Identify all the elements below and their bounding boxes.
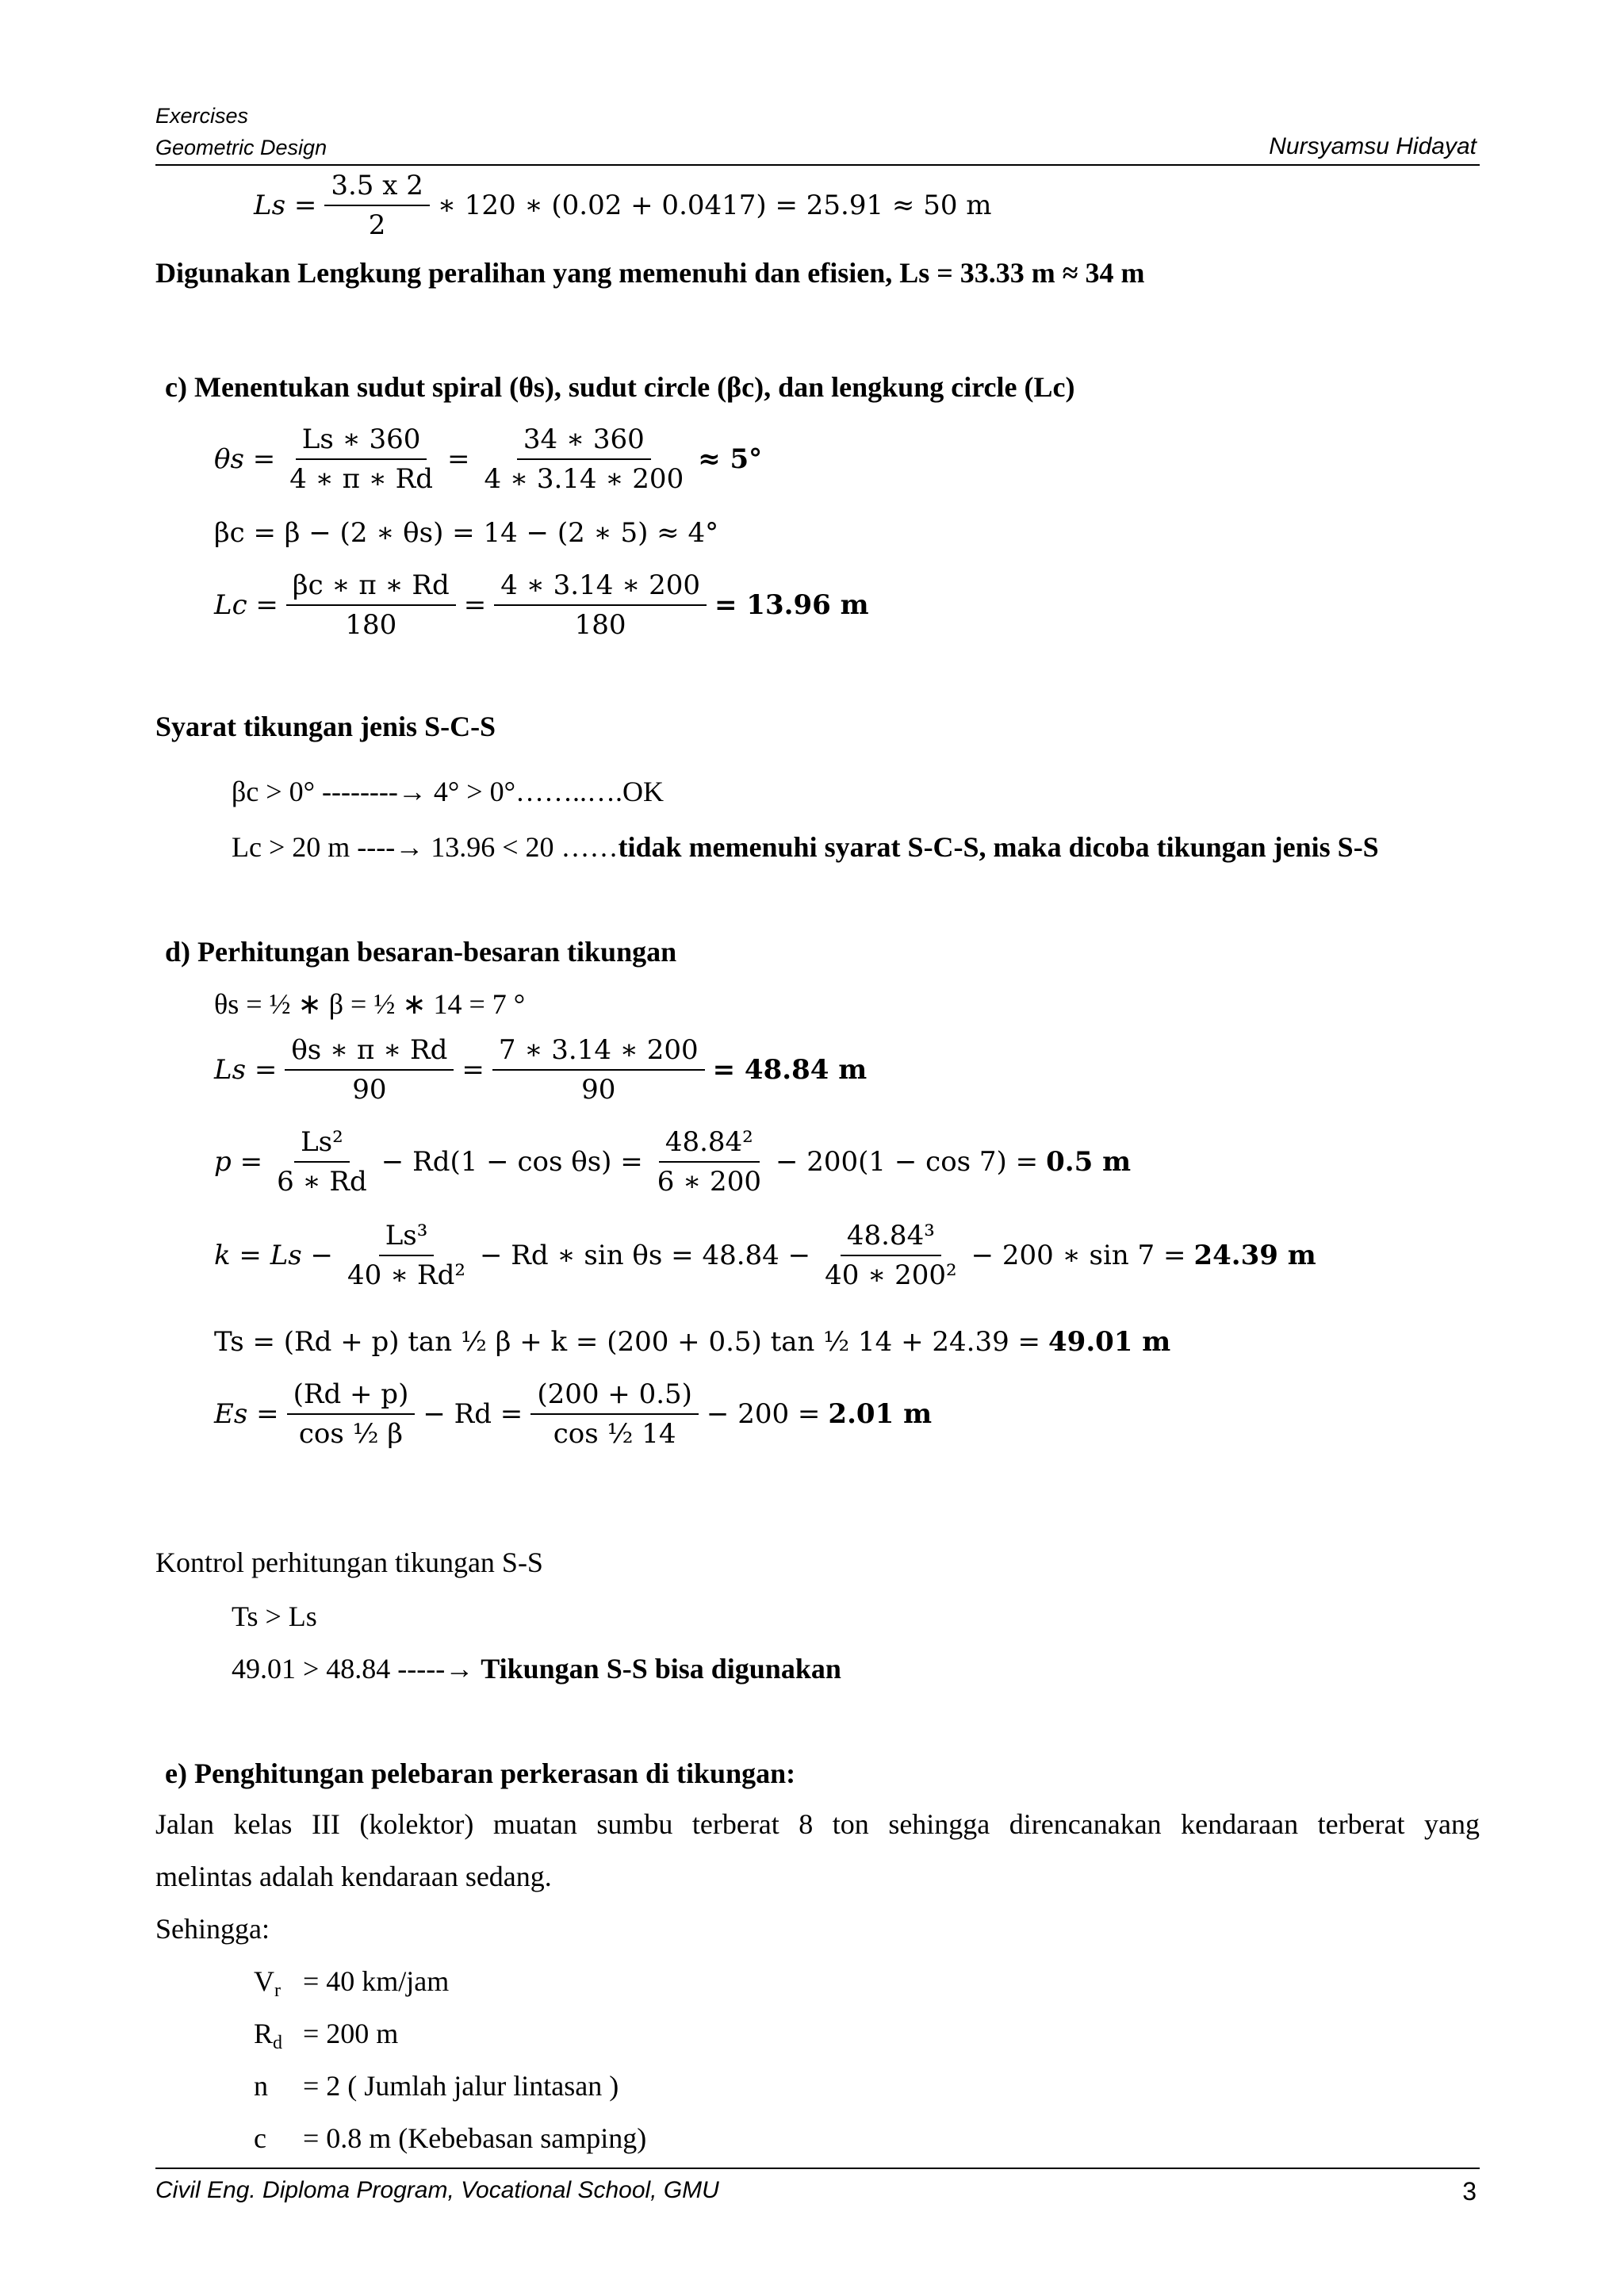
theta-fraction-2 [478, 422, 691, 496]
ls-chosen-statement: Digunakan Lengkung peralihan yang memenuhi dan efisien, Ls = 33.33 m ≈ 34 m [155, 257, 1145, 289]
k-formula [214, 1218, 1316, 1293]
param-subscript: d [273, 2033, 283, 2053]
ls-ss-fraction-2 [492, 1033, 705, 1107]
es-formula [214, 1377, 932, 1451]
footer-program: Civil Eng. Diploma Program, Vocational School, GMU [155, 2177, 719, 2203]
theta-formula [214, 422, 762, 496]
es-fraction-2 [530, 1377, 699, 1451]
es-fraction-1 [287, 1377, 416, 1451]
ls-formula [254, 168, 992, 243]
p-lhs: p = [214, 1146, 263, 1178]
k-fraction-1 [341, 1218, 472, 1293]
equals-sign: = [463, 589, 487, 621]
param-row [254, 2068, 619, 2103]
fraction-denominator: 90 [581, 1074, 616, 1106]
scs-condition-lc-verdict: tidak memenuhi syarat S-C-S, maka dicoba tikungan jenis S-S [618, 831, 1379, 863]
param-value: = 0.8 m (Kebebasan samping) [303, 2122, 647, 2154]
ss-control-values: 49.01 > 48.84 -----→ [232, 1653, 481, 1685]
p-formula [214, 1125, 1131, 1199]
param-symbol: c [254, 2122, 266, 2154]
fraction-denominator: 2 [368, 209, 386, 241]
fraction-numerator: Ls² [294, 1125, 350, 1163]
lc-fraction-2 [494, 568, 707, 642]
ss-control-verdict: Tikungan S-S bisa digunakan [481, 1653, 841, 1685]
fraction-denominator: cos ½ β [298, 1418, 404, 1450]
es-tail: − 200 = [706, 1398, 821, 1430]
fraction-denominator: 4 ∗ 3.14 ∗ 200 [484, 463, 684, 495]
ss-control-result [232, 1651, 841, 1686]
k-lhs: k = Ls − [214, 1240, 334, 1271]
ts-expression: Ts = (Rd + p) tan ½ β + k = (200 + 0.5) tan ½ 14 + 24.39 = [214, 1326, 1040, 1358]
lc-formula [214, 568, 869, 642]
ls-formula-fraction [324, 168, 430, 243]
fraction-numerator: (200 + 0.5) [530, 1377, 699, 1415]
header-subject: Geometric Design [155, 136, 327, 159]
scs-condition-beta: βc > 0° --------→ 4° > 0°……..….OK [232, 776, 664, 807]
es-result: 2.01 m [828, 1398, 933, 1430]
scs-condition-lc [232, 830, 1379, 864]
param-value: = 200 m [303, 2018, 399, 2049]
fraction-denominator: 4 ∗ π ∗ Rd [289, 463, 434, 495]
section-c-heading: c) Menentukan sudut spiral (θs), sudut circle (βc), dan lengkung circle (Lc) [165, 371, 1075, 403]
param-symbol: n [254, 2070, 268, 2102]
fraction-numerator: θs ∗ π ∗ Rd [285, 1033, 454, 1071]
ts-result: 49.01 m [1048, 1326, 1171, 1358]
theta-s-line: θs = ½ ∗ β = ½ ∗ 14 = 7 ° [214, 988, 526, 1020]
section-e-paragraph-line2: melintas adalah kendaraan sedang. [155, 1861, 552, 1892]
fraction-numerator: 48.84² [659, 1125, 760, 1163]
fraction-denominator: 40 ∗ Rd² [347, 1259, 466, 1291]
lc-lhs: Lc = [214, 589, 278, 621]
fraction-numerator: 48.84³ [841, 1218, 941, 1256]
param-symbol: $R_d$ [254, 2018, 283, 2053]
fraction-denominator: 180 [574, 609, 626, 641]
param-row [254, 1964, 449, 2008]
p-result: 0.5 m [1046, 1146, 1132, 1178]
fraction-numerator: 34 ∗ 360 [517, 422, 651, 460]
ls-ss-fraction-1 [285, 1033, 454, 1107]
header-course: Exercises [155, 104, 249, 128]
k-fraction-2 [818, 1218, 963, 1293]
fraction-numerator: 4 ∗ 3.14 ∗ 200 [494, 568, 707, 606]
fraction-numerator: Ls ∗ 360 [296, 422, 427, 460]
ls-formula-rest: ∗ 120 ∗ (0.02 + 0.0417) = 25.91 ≈ 50 m [437, 190, 992, 221]
theta-fraction-1 [283, 422, 439, 496]
fraction-denominator: 180 [345, 609, 397, 641]
ls-ss-lhs: Ls = [214, 1054, 278, 1086]
ss-control-heading: Kontrol perhitungan tikungan S-S [155, 1547, 543, 1578]
beta-formula: βc = β − (2 ∗ θs) = 14 − (2 ∗ 5) ≈ 4° [214, 517, 719, 549]
param-row [254, 2121, 646, 2156]
p-fraction-2 [651, 1125, 768, 1199]
header-left [155, 100, 327, 163]
param-symbol: $V_r$ [254, 1965, 281, 2001]
lc-fraction-1 [286, 568, 456, 642]
k-mid: − Rd ∗ sin θs = 48.84 − [480, 1240, 811, 1271]
ss-control-condition: Ts > Ls [232, 1600, 317, 1632]
header-rule [155, 164, 1480, 166]
fraction-numerator: 7 ∗ 3.14 ∗ 200 [492, 1033, 705, 1071]
equals-sign: = [462, 1054, 485, 1086]
ls-formula-lhs: Ls = [254, 190, 317, 221]
section-d-heading: d) Perhitungan besaran-besaran tikungan [165, 936, 677, 968]
es-mid: − Rd = [423, 1398, 523, 1430]
scs-heading: Syarat tikungan jenis S-C-S [155, 711, 496, 742]
fraction-denominator: 6 ∗ 200 [657, 1166, 761, 1198]
page-number: 3 [1462, 2177, 1477, 2206]
k-result: 24.39 m [1193, 1240, 1316, 1271]
fraction-denominator: cos ½ 14 [553, 1418, 676, 1450]
ts-formula [214, 1326, 1170, 1358]
footer-rule [155, 2168, 1480, 2169]
fraction-denominator: 40 ∗ 200² [825, 1259, 957, 1291]
lc-result: = 13.96 m [714, 589, 869, 621]
theta-lhs: θs = [214, 443, 276, 475]
section-e-paragraph-line1: Jalan kelas III (kolektor) muatan sumbu terberat 8 ton sehingga direncanakan kendaraan terberat yang [155, 1808, 1480, 1840]
sehingga-label: Sehingga: [155, 1913, 270, 1945]
param-subscript: r [274, 1980, 281, 2001]
param-value: = 40 km/jam [303, 1965, 450, 1997]
p-fraction-1 [270, 1125, 373, 1199]
fraction-numerator: Ls³ [379, 1218, 435, 1256]
p-mid: − Rd(1 − cos θs) = [381, 1146, 643, 1178]
theta-result: ≈ 5° [698, 443, 763, 475]
fraction-numerator: βc ∗ π ∗ Rd [286, 568, 456, 606]
fraction-denominator: 90 [352, 1074, 387, 1106]
header-author: Nursyamsu Hidayat [1269, 133, 1477, 159]
ls-ss-formula [214, 1033, 867, 1107]
equals-sign: = [447, 443, 470, 475]
fraction-numerator: (Rd + p) [287, 1377, 416, 1415]
k-tail: − 200 ∗ sin 7 = [971, 1240, 1186, 1271]
es-lhs: Es = [214, 1398, 279, 1430]
scs-condition-lc-text: Lc > 20 m ----→ 13.96 < 20 …… [232, 831, 619, 863]
param-row [254, 2016, 398, 2060]
ls-ss-result: = 48.84 m [712, 1054, 868, 1086]
fraction-numerator: 3.5 x 2 [324, 168, 430, 206]
fraction-denominator: 6 ∗ Rd [277, 1166, 367, 1198]
param-value: = 2 ( Jumlah jalur lintasan ) [303, 2070, 619, 2102]
section-e-heading: e) Penghitungan pelebaran perkerasan di tikungan: [165, 1757, 796, 1789]
p-tail: − 200(1 − cos 7) = [775, 1146, 1039, 1178]
